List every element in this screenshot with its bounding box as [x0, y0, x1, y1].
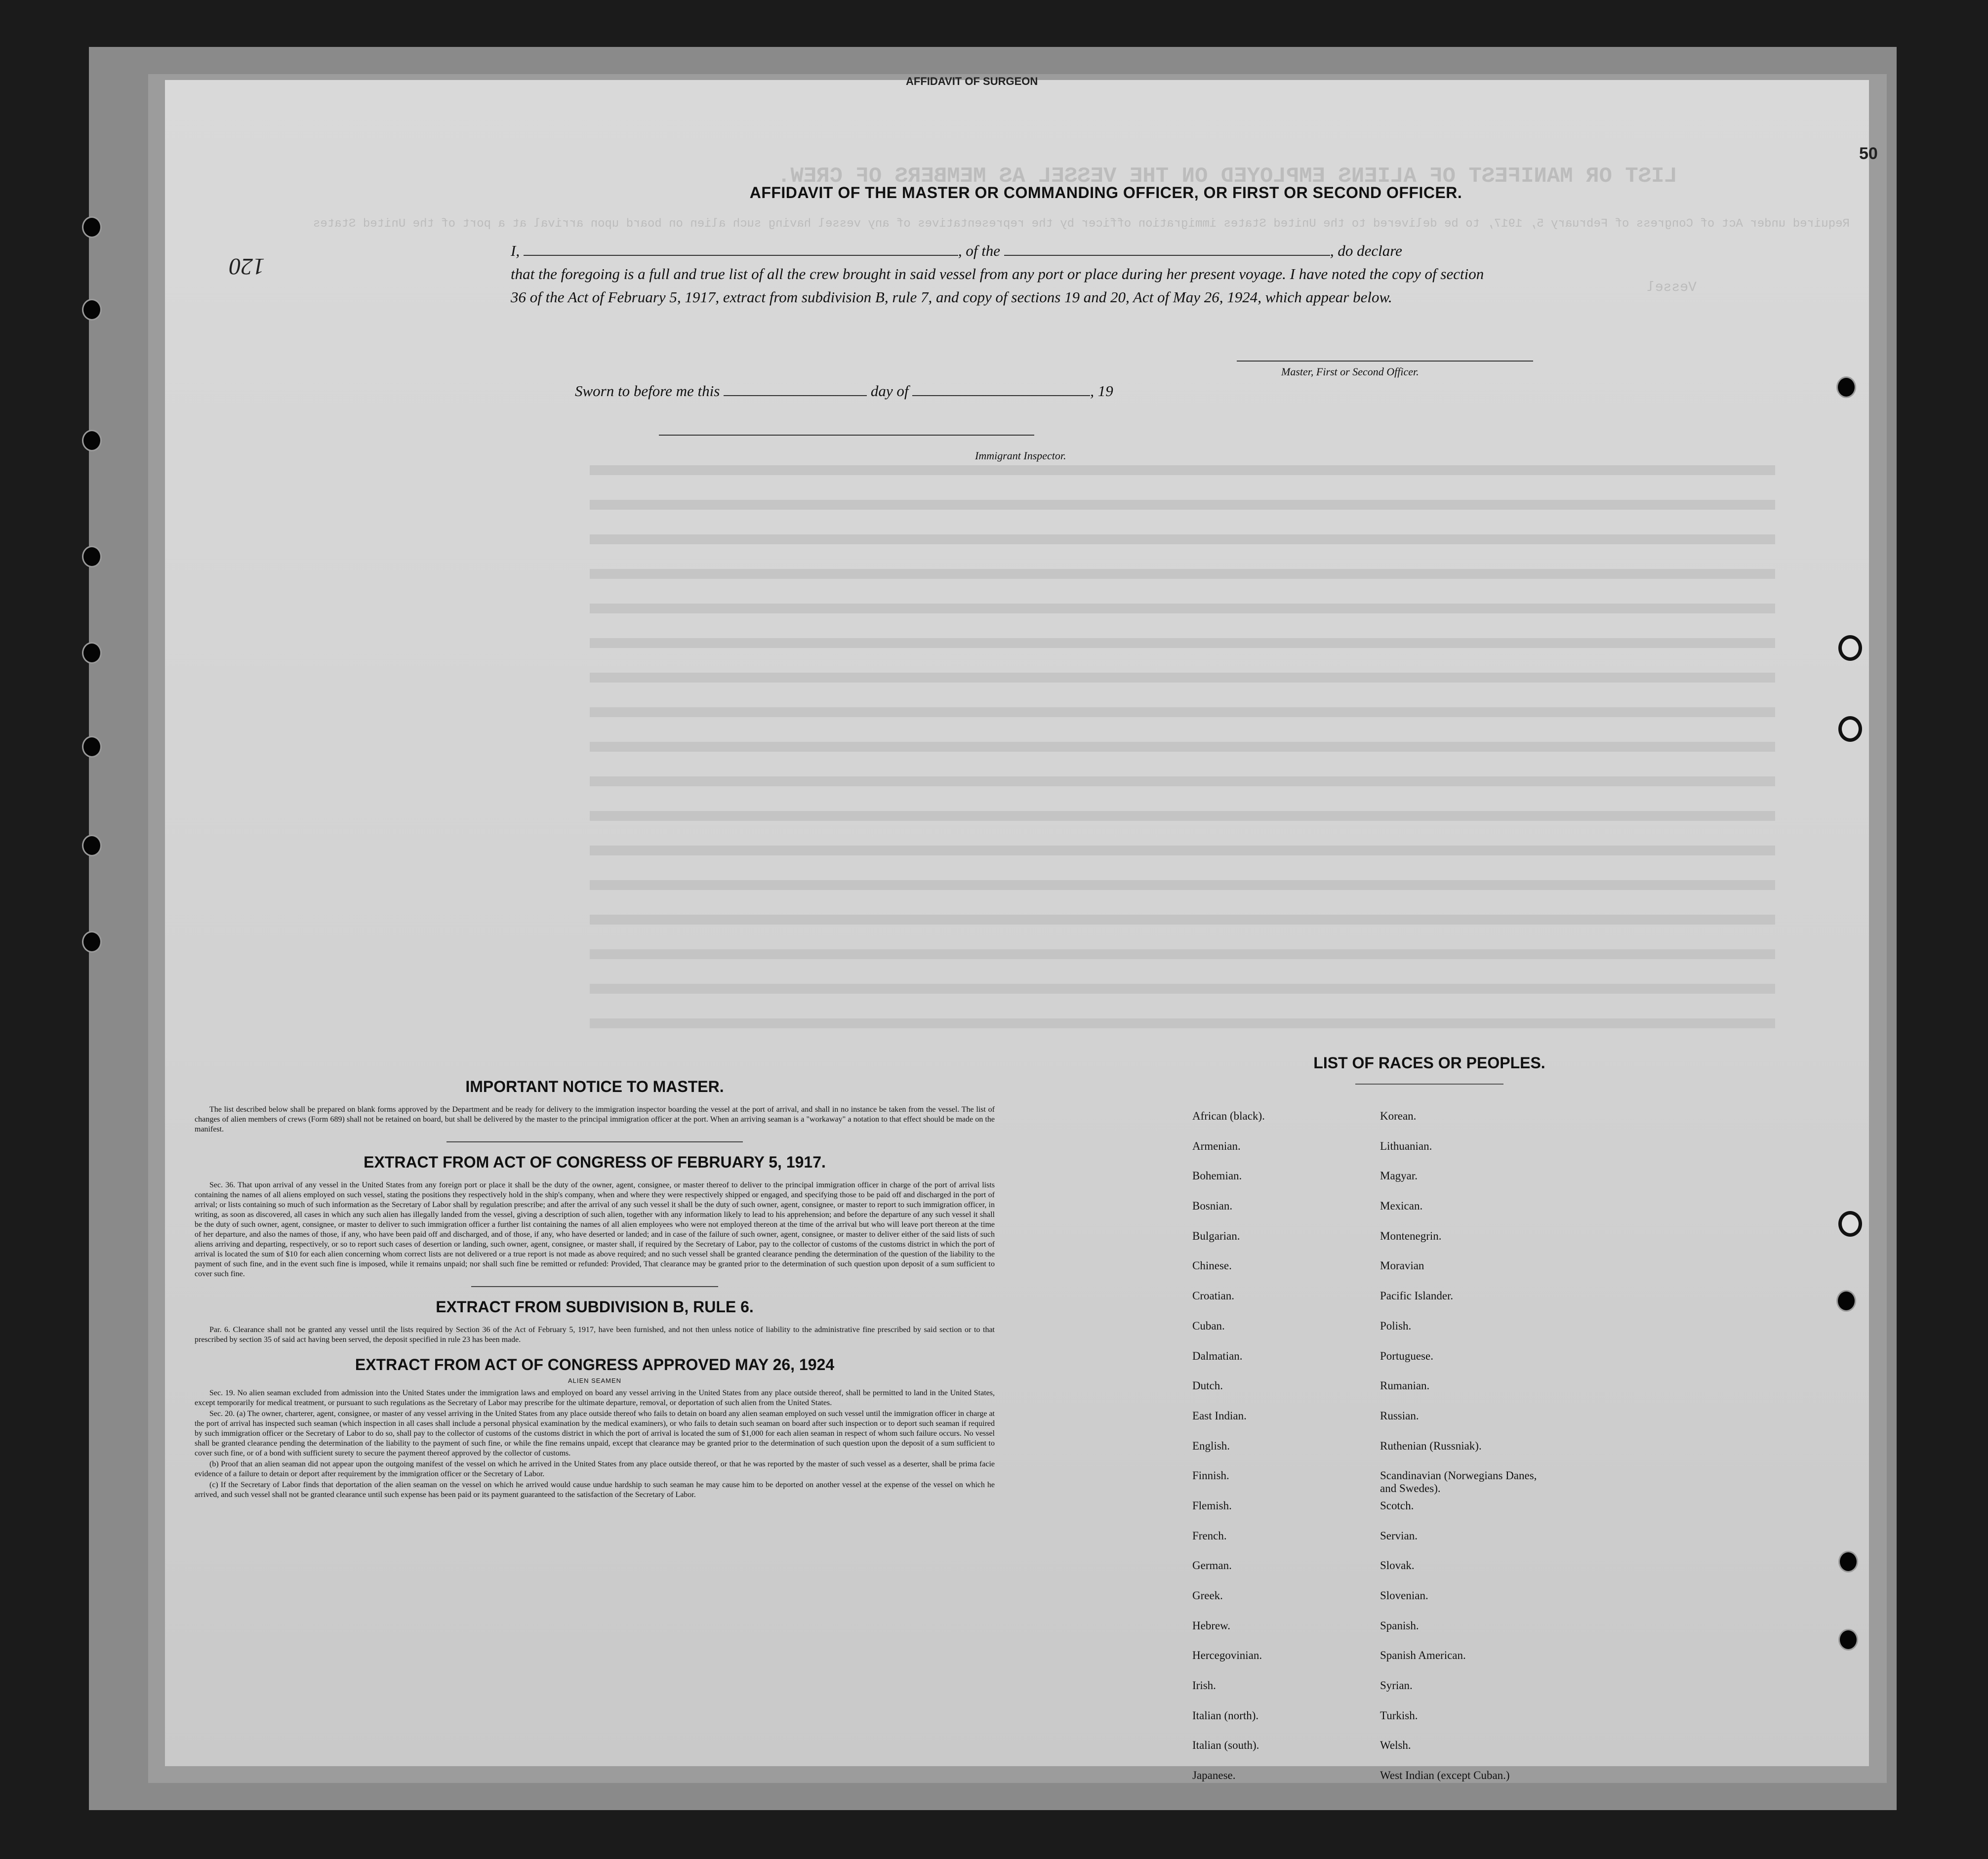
race-item: Scandinavian (Norwegians Danes, and Swedes).: [1380, 1469, 1537, 1495]
race-item: Dutch.: [1192, 1379, 1223, 1392]
binder-hole: [82, 299, 102, 321]
declaration-line: [511, 239, 1499, 262]
race-item: Slovenian.: [1380, 1589, 1428, 1602]
races-list: [1192, 1110, 1587, 1799]
race-item: Servian.: [1380, 1529, 1418, 1542]
affidavit-body: [511, 239, 1499, 309]
notice-title: IMPORTANT NOTICE TO MASTER.: [465, 1078, 724, 1095]
race-item: Armenian.: [1192, 1139, 1241, 1152]
extract3-paragraph: (b) Proof that an alien seaman did not appear upon the outgoing manifest of the vessel on which he arrived in the United States from any place outside thereof, or that he was reported by the master of such vessel as a deserter, shall be prima facie evidence of a failure to detain or deport after requirement by the immigration officer or the Secretary of Labor.: [195, 1460, 995, 1478]
race-item: Polish.: [1380, 1319, 1412, 1332]
race-item: Spanish American.: [1380, 1649, 1466, 1662]
race-item: German.: [1192, 1559, 1232, 1572]
extract1-text: Sec. 36. That upon arrival of any vessel in the United States from any foreign port or place it shall be the duty of the owner, agent, consignee, or master thereof to deliver to the principal immigration officer in charge of the port of arrival lists containing the names of all aliens employed on such vessel, stating the positions they respectively hold in the ship's company, when and where they were respectively shipped or engaged, and specifying those to be paid off and discharged in the port of arrival; or lists containing so much of such information as the Secretary of Labor shall by regulation prescribe; and after the arrival of any such vessel it shall be the duty of such owner, agent, consignee, or master to report to such immigration officer, in writing, as soon as discovered, all cases in which any such alien has illegally landed from the vessel, giving a description of such alien, together with any information likely to lead to his apprehension; and before the departure of any such vessel it shall be the duty of such owner, agent, consignee, or master to deliver to such immigration officer a further list containing the names of all alien employees who were not employed thereon at the time of the arrival but who will leave port thereon at the time of her departure, and also the names of those, if any, who have been paid off and discharged, and of those, if any, who have deserted or landed; and in case of the failure of such owner, agent, consignee, or master to deliver either of the said lists of such aliens arriving and departing, respectively, or so to report such cases of desertion or landing, such owner, agent, consignee, or master shall, if required by the Secretary of Labor, pay to the collector of customs of the customs district in which the port of arrival is located the sum of $10 for each alien concerning whom correct lists are not delivered or a true report is not made as above required; and no such vessel shall be granted clearance pending the determination of the question of the liability to the payment of such fine, and in the event such fine is imposed, while it remains unpaid; nor shall such fine be remitted or refunded: Provided, That clearance may be granted prior to the determination of such question upon deposit of a sum sufficient to cover such fine.: [195, 1181, 995, 1278]
document-page: [165, 75, 1878, 1782]
sworn-start: Sworn to before me this: [575, 382, 720, 400]
race-item: Greek.: [1192, 1589, 1223, 1602]
sworn-day-field[interactable]: [724, 381, 867, 396]
race-item: Italian (south).: [1192, 1739, 1259, 1752]
page-number: 50: [1859, 144, 1878, 163]
extract2-text: Par. 6. Clearance shall not be granted any vessel until the lists required by Section 36 of the Act of February 5, 1917, have been furnished, and not then unless notice of liability to the administrative fine prescribed by said section or to that prescribed by section 35 of said act having been served, the deposit specified in rule 23 has been made.: [195, 1326, 995, 1344]
declaration-start: I,: [511, 242, 520, 259]
master-label: Master, First or Second Officer.: [1281, 365, 1419, 378]
inspector-signature-line[interactable]: [659, 435, 1034, 436]
races-title: LIST OF RACES OR PEOPLES.: [1313, 1054, 1545, 1072]
race-item: East Indian.: [1192, 1409, 1247, 1422]
race-item: Hercegovinian.: [1192, 1649, 1262, 1662]
bleed-through-subtitle: Required under Act of Congress of February 5, 1917, to be delivered to the United States immigration officer by the representatives of any vessel having such alien on board upon arrival at a port of the United States: [313, 217, 1850, 231]
binder-hole: [82, 835, 102, 856]
binder-hole: [1838, 635, 1862, 661]
notice-column: [195, 1078, 995, 1501]
race-item: Scotch.: [1380, 1499, 1414, 1512]
race-item: Montenegrin.: [1380, 1229, 1442, 1242]
binder-hole: [82, 546, 102, 567]
binder-hole: [1838, 716, 1862, 742]
race-item: Dalmatian.: [1192, 1349, 1243, 1362]
race-item: Rumanian.: [1380, 1379, 1430, 1392]
name-field[interactable]: [524, 241, 958, 256]
race-item: Lithuanian.: [1380, 1139, 1432, 1152]
declaration-mid: , of the: [958, 242, 1001, 259]
extract2-title: EXTRACT FROM SUBDIVISION B, RULE 6.: [436, 1298, 754, 1316]
declaration-text: that the foregoing is a full and true list of all the crew brought in said vessel from any port or place during her present voyage. I have noted the copy of section 36 of the Act of February 5, 1917, extract from subdivision B, rule 7, and copy of sections 19 and 20, Act of May 26, 1924, which appear below.: [511, 265, 1484, 306]
race-item: Irish.: [1192, 1679, 1216, 1692]
binder-hole: [82, 736, 102, 758]
divider: [446, 1141, 743, 1142]
extract3-title: EXTRACT FROM ACT OF CONGRESS APPROVED MAY 26, 1924: [355, 1356, 835, 1374]
binder-hole: [82, 430, 102, 451]
race-item: Hebrew.: [1192, 1619, 1231, 1632]
race-item: Ruthenian (Russniak).: [1380, 1439, 1482, 1452]
extract3-paragraph: Sec. 20. (a) The owner, charterer, agent, consignee, or master of any vessel arriving in the United States from any place outside thereof who fails to detain on board any alien seaman employed on such vessel until the immigration officer in charge at the port of arrival has inspected such seaman (which inspection in all cases shall include a personal physical examination by the medical examiners), or who fails to detain such seaman on board after such inspection or to deport such seaman if required by such immigration officer or the Secretary of Labor to do so, shall pay to the collector of customs of the customs district in which the port of arrival is located the sum of $1,000 for each alien seaman in respect of whom such failure occurs. No vessel shall be granted clearance pending the determination of the liability to the payment of such fine, or while the fine remains unpaid, except that clearance may be granted prior to the determination of such question upon the deposit of a sum sufficient to cover such fine, or of a bond with sufficient surety to secure the payment thereof approved by the collector of customs.: [195, 1410, 995, 1457]
race-item: Spanish.: [1380, 1619, 1419, 1632]
sworn-year-label: , 19: [1090, 382, 1113, 400]
bleed-through-vessel-label: Vessel: [1647, 280, 1697, 295]
race-item: Bulgarian.: [1192, 1229, 1240, 1242]
race-item: English.: [1192, 1439, 1230, 1452]
affidavit-title: AFFIDAVIT OF THE MASTER OR COMMANDING OFFICER, OR FIRST OR SECOND OFFICER.: [749, 184, 1462, 202]
bleed-through-title: LIST OR MANIFEST OF ALIENS EMPLOYED ON THE VESSEL AS MEMBERS OF CREW.: [777, 164, 1677, 189]
race-item: Japanese.: [1192, 1769, 1236, 1782]
binder-hole: [82, 931, 102, 953]
race-item: Bohemian.: [1192, 1170, 1242, 1182]
race-item: Chinese.: [1192, 1259, 1232, 1272]
extract3-paragraph: (c) If the Secretary of Labor finds that deportation of the alien seaman on the vessel on which he arrived would cause undue hardship to such seaman he may cause him to be deported on another vessel at the expense of the vessel on which he arrived, and such vessel shall not be granted clearance until such expense has been paid or its payment guaranteed to the satisfaction of the Secretary of Labor.: [195, 1481, 995, 1499]
race-item: African (black).: [1192, 1110, 1265, 1122]
sworn-month-field[interactable]: [912, 381, 1090, 396]
declaration-end: , do declare: [1330, 242, 1402, 259]
race-item: Pacific Islander.: [1380, 1290, 1454, 1302]
race-item: Russian.: [1380, 1409, 1419, 1422]
divider: [471, 1286, 718, 1287]
binder-hole: [1836, 1290, 1856, 1312]
race-item: Croatian.: [1192, 1290, 1234, 1302]
race-item: Mexican.: [1380, 1200, 1423, 1212]
binder-hole: [1836, 376, 1856, 398]
notice-text: The list described below shall be prepared on blank forms approved by the Department and be ready for delivery to the immigration inspector boarding the vessel at the port of arrival, and shall in no instance be taken from the vessel. The list of changes of alien members of crews (Form 689) shall not be retained on board, but shall be delivered by the master to the principal immigration officer at the port. When an arriving seaman is a "workaway" a notation to that effect should be made on the manifest.: [195, 1105, 995, 1133]
vessel-field[interactable]: [1004, 241, 1330, 256]
race-item: Cuban.: [1192, 1319, 1225, 1332]
master-signature-line[interactable]: [1237, 361, 1533, 362]
race-item: Slovak.: [1380, 1559, 1415, 1572]
race-item: Welsh.: [1380, 1739, 1411, 1752]
binder-hole: [82, 642, 102, 664]
top-label: AFFIDAVIT OF SURGEON: [906, 75, 1038, 87]
race-item: Turkish.: [1380, 1709, 1418, 1722]
race-item: Portuguese.: [1380, 1349, 1433, 1362]
binder-hole: [1838, 1629, 1858, 1651]
binder-hole: [1838, 1551, 1858, 1573]
extract1-title: EXTRACT FROM ACT OF CONGRESS OF FEBRUARY 5, 1917.: [364, 1153, 826, 1171]
race-item: Moravian: [1380, 1259, 1424, 1272]
extract3-paragraph: Sec. 19. No alien seaman excluded from admission into the United States under the immigration laws and employed on board any vessel arriving in the United States from any place outside thereof, shall be permitted to land in the United States, except temporarily for medical treatment, or pursuant to such regulations as the Secretary of Labor may prescribe for the ultimate departure, removal, or deportation of such alien from the United States.: [195, 1389, 995, 1407]
binder-hole: [1838, 1211, 1862, 1237]
handwritten-number: 120: [229, 253, 265, 280]
extract3-subtitle: ALIEN SEAMEN: [568, 1377, 622, 1384]
race-item: Magyar.: [1380, 1170, 1418, 1182]
race-item: Flemish.: [1192, 1499, 1232, 1512]
race-item: Syrian.: [1380, 1679, 1413, 1692]
race-item: West Indian (except Cuban.): [1380, 1769, 1510, 1782]
inspector-label: Immigrant Inspector.: [975, 449, 1066, 462]
binder-hole: [82, 216, 102, 238]
races-divider: [1355, 1084, 1503, 1085]
race-item: Korean.: [1380, 1110, 1417, 1122]
sworn-line: [575, 381, 1113, 400]
race-item: French.: [1192, 1529, 1227, 1542]
sworn-day-label: day of: [870, 382, 909, 400]
race-item: Finnish.: [1192, 1469, 1229, 1482]
race-item: Italian (north).: [1192, 1709, 1259, 1722]
race-item: Bosnian.: [1192, 1200, 1233, 1212]
